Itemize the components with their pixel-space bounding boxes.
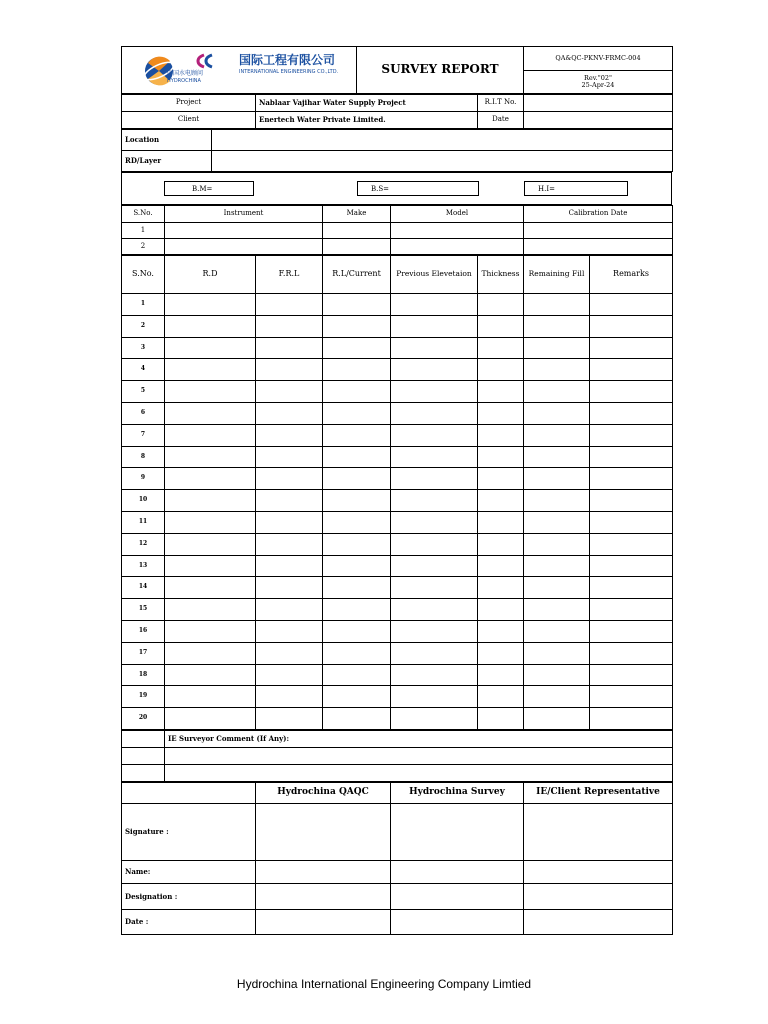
row-number: 14 xyxy=(122,577,165,599)
table-cell[interactable] xyxy=(323,424,391,446)
table-cell[interactable] xyxy=(165,708,256,730)
revision-cell xyxy=(524,71,673,94)
table-cell[interactable] xyxy=(391,446,478,468)
table-row xyxy=(122,599,673,621)
table-cell[interactable] xyxy=(590,577,673,599)
table-cell[interactable] xyxy=(478,511,524,533)
table-cell[interactable] xyxy=(524,511,590,533)
brand-cn: 中国水电顾问 xyxy=(167,70,204,77)
row-number: 2 xyxy=(122,315,165,337)
rd-layer-label: RD/Layer xyxy=(122,151,212,172)
table-cell[interactable] xyxy=(590,359,673,381)
row-number: 11 xyxy=(122,511,165,533)
instrument-header-row xyxy=(122,206,673,223)
signature-label: Signature : xyxy=(122,803,256,860)
comment-spacer xyxy=(122,747,165,764)
table-cell[interactable] xyxy=(165,642,256,664)
table-cell[interactable] xyxy=(524,468,590,490)
table-cell[interactable] xyxy=(323,620,391,642)
table-cell[interactable] xyxy=(524,424,590,446)
col-remaining-fill: Remaining Fill xyxy=(524,256,590,294)
table-cell[interactable] xyxy=(590,315,673,337)
table-cell[interactable] xyxy=(256,446,323,468)
signoff-corner xyxy=(122,782,256,803)
table-cell[interactable] xyxy=(165,664,256,686)
table-cell[interactable] xyxy=(323,337,391,359)
table-cell[interactable] xyxy=(524,381,590,403)
project-label: Project xyxy=(122,95,256,112)
table-cell[interactable] xyxy=(323,446,391,468)
client-label: Client xyxy=(122,112,256,129)
table-cell[interactable] xyxy=(323,642,391,664)
table-cell[interactable] xyxy=(165,577,256,599)
table-cell[interactable] xyxy=(391,577,478,599)
brand-en: HYDROCHINA xyxy=(167,78,201,84)
table-cell[interactable] xyxy=(165,533,256,555)
table-cell[interactable] xyxy=(524,620,590,642)
table-cell[interactable] xyxy=(391,315,478,337)
table-cell[interactable] xyxy=(391,620,478,642)
table-cell[interactable] xyxy=(165,446,256,468)
location-label: Location xyxy=(122,130,212,151)
table-row xyxy=(122,490,673,512)
table-cell[interactable] xyxy=(478,446,524,468)
table-cell[interactable] xyxy=(165,315,256,337)
col-hydrochina-survey: Hydrochina Survey xyxy=(391,782,524,803)
signature-field[interactable] xyxy=(256,803,391,860)
table-cell[interactable] xyxy=(524,315,590,337)
table-row xyxy=(122,315,673,337)
table-cell[interactable] xyxy=(478,599,524,621)
row-number: 7 xyxy=(122,424,165,446)
table-row xyxy=(122,511,673,533)
survey-header-row xyxy=(122,256,673,294)
table-cell[interactable] xyxy=(478,490,524,512)
date-field[interactable] xyxy=(524,909,673,934)
table-cell[interactable] xyxy=(478,381,524,403)
table-row xyxy=(122,446,673,468)
table-row xyxy=(122,223,673,239)
table-cell[interactable] xyxy=(590,686,673,708)
rd-layer-value[interactable] xyxy=(212,151,673,172)
row-number: 1 xyxy=(122,294,165,316)
table-cell[interactable] xyxy=(256,664,323,686)
table-cell[interactable] xyxy=(478,468,524,490)
col-previous-elevation: Previous Elevetaion xyxy=(391,256,478,294)
table-cell[interactable] xyxy=(391,223,524,239)
table-cell[interactable] xyxy=(524,599,590,621)
row-number: 4 xyxy=(122,359,165,381)
table-cell[interactable] xyxy=(165,620,256,642)
table-row xyxy=(122,642,673,664)
table-cell[interactable] xyxy=(165,381,256,403)
project-value[interactable]: Nablaar Vajihar Water Supply Project xyxy=(256,95,478,112)
table-row xyxy=(122,577,673,599)
client-value[interactable]: Enertech Water Private Limited. xyxy=(256,112,478,129)
signature-field[interactable] xyxy=(391,803,524,860)
table-cell[interactable] xyxy=(478,533,524,555)
table-cell[interactable] xyxy=(256,381,323,403)
table-cell[interactable] xyxy=(524,686,590,708)
table-cell[interactable] xyxy=(391,511,478,533)
table-cell[interactable] xyxy=(524,664,590,686)
table-cell[interactable] xyxy=(590,620,673,642)
date-sign-label: Date : xyxy=(122,909,256,934)
name-field[interactable] xyxy=(256,860,391,883)
table-row xyxy=(122,468,673,490)
table-cell[interactable] xyxy=(391,424,478,446)
table-cell[interactable] xyxy=(391,294,478,316)
table-cell[interactable] xyxy=(323,381,391,403)
row-number: 17 xyxy=(122,642,165,664)
col-calibration-date: Calibration Date xyxy=(524,206,673,223)
table-cell[interactable] xyxy=(323,511,391,533)
table-cell[interactable] xyxy=(391,381,478,403)
table-cell[interactable] xyxy=(391,490,478,512)
table-cell[interactable] xyxy=(478,555,524,577)
table-cell[interactable] xyxy=(391,642,478,664)
table-cell[interactable] xyxy=(165,294,256,316)
hi-field[interactable]: H.I= xyxy=(524,181,628,196)
table-cell[interactable] xyxy=(590,337,673,359)
row-number: 15 xyxy=(122,599,165,621)
table-cell[interactable] xyxy=(323,490,391,512)
table-cell[interactable] xyxy=(323,402,391,424)
table-cell[interactable] xyxy=(524,239,673,255)
table-cell[interactable] xyxy=(590,402,673,424)
bs-field[interactable]: B.S= xyxy=(357,181,479,196)
row-number: 5 xyxy=(122,381,165,403)
table-row xyxy=(122,664,673,686)
table-cell[interactable] xyxy=(524,490,590,512)
table-cell[interactable] xyxy=(256,577,323,599)
table-cell[interactable] xyxy=(165,468,256,490)
location-value[interactable] xyxy=(212,130,673,151)
table-cell[interactable] xyxy=(165,424,256,446)
table-cell[interactable] xyxy=(478,402,524,424)
table-cell[interactable] xyxy=(323,315,391,337)
table-cell[interactable] xyxy=(391,686,478,708)
designation-field[interactable] xyxy=(524,883,673,909)
table-row xyxy=(122,555,673,577)
col-rl-current: R.L/Current xyxy=(323,256,391,294)
table-row xyxy=(122,359,673,381)
col-frl: F.R.L xyxy=(256,256,323,294)
table-row xyxy=(122,239,673,255)
table-cell[interactable] xyxy=(323,359,391,381)
col-hydrochina-qaqc: Hydrochina QAQC xyxy=(256,782,391,803)
table-cell[interactable] xyxy=(590,490,673,512)
table-cell[interactable] xyxy=(323,533,391,555)
date-field[interactable] xyxy=(391,909,524,934)
table-row xyxy=(122,533,673,555)
table-cell[interactable] xyxy=(478,708,524,730)
table-cell[interactable] xyxy=(256,511,323,533)
table-cell[interactable] xyxy=(165,555,256,577)
date-label: Date xyxy=(478,112,524,129)
col-sno: S.No. xyxy=(122,206,165,223)
row-number: 2 xyxy=(122,239,165,255)
table-cell[interactable] xyxy=(256,686,323,708)
table-cell[interactable] xyxy=(256,294,323,316)
table-cell[interactable] xyxy=(323,708,391,730)
survey-report-form xyxy=(121,46,672,935)
table-cell[interactable] xyxy=(524,337,590,359)
comment-spacer xyxy=(122,764,165,781)
logo-cell xyxy=(122,47,357,94)
rit-label: R.I.T No. xyxy=(478,95,524,112)
table-cell[interactable] xyxy=(524,446,590,468)
table-cell[interactable] xyxy=(256,424,323,446)
table-cell[interactable] xyxy=(323,555,391,577)
col-ie-client-representative: IE/Client Representative xyxy=(524,782,673,803)
table-cell[interactable] xyxy=(590,599,673,621)
table-cell[interactable] xyxy=(165,511,256,533)
table-cell[interactable] xyxy=(524,359,590,381)
comment-label: IE Surveyor Comment (If Any): xyxy=(165,730,673,747)
table-cell[interactable] xyxy=(256,533,323,555)
table-cell[interactable] xyxy=(323,664,391,686)
table-cell[interactable] xyxy=(256,468,323,490)
table-cell[interactable] xyxy=(256,620,323,642)
table-row xyxy=(122,402,673,424)
project-info-table xyxy=(121,94,673,129)
table-row xyxy=(122,686,673,708)
table-cell[interactable] xyxy=(256,642,323,664)
row-number: 19 xyxy=(122,686,165,708)
table-cell[interactable] xyxy=(478,664,524,686)
table-cell[interactable] xyxy=(590,642,673,664)
table-cell[interactable] xyxy=(165,223,323,239)
table-cell[interactable] xyxy=(323,686,391,708)
table-cell[interactable] xyxy=(256,599,323,621)
table-cell[interactable] xyxy=(478,294,524,316)
bm-field[interactable]: B.M= xyxy=(164,181,254,196)
table-cell[interactable] xyxy=(391,664,478,686)
col-rd: R.D xyxy=(165,256,256,294)
table-cell[interactable] xyxy=(391,533,478,555)
table-cell[interactable] xyxy=(256,490,323,512)
row-number: 3 xyxy=(122,337,165,359)
row-number: 1 xyxy=(122,223,165,239)
table-cell[interactable] xyxy=(524,642,590,664)
signature-field[interactable] xyxy=(524,803,673,860)
table-cell[interactable] xyxy=(256,708,323,730)
table-cell[interactable] xyxy=(256,402,323,424)
name-field[interactable] xyxy=(391,860,524,883)
table-cell[interactable] xyxy=(256,359,323,381)
company-cn: 国际工程有限公司 xyxy=(239,53,336,67)
row-number: 6 xyxy=(122,402,165,424)
table-cell[interactable] xyxy=(391,555,478,577)
page-footer: Hydrochina International Engineering Company Limtied xyxy=(236,977,532,991)
table-cell[interactable] xyxy=(524,577,590,599)
table-cell[interactable] xyxy=(590,294,673,316)
name-field[interactable] xyxy=(524,860,673,883)
table-cell[interactable] xyxy=(323,239,391,255)
table-cell[interactable] xyxy=(256,315,323,337)
table-cell[interactable] xyxy=(478,686,524,708)
table-cell[interactable] xyxy=(590,424,673,446)
row-number: 16 xyxy=(122,620,165,642)
table-cell[interactable] xyxy=(323,577,391,599)
table-cell[interactable] xyxy=(478,424,524,446)
table-cell[interactable] xyxy=(478,577,524,599)
table-cell[interactable] xyxy=(165,402,256,424)
table-row xyxy=(122,337,673,359)
table-cell[interactable] xyxy=(590,381,673,403)
col-sno: S.No. xyxy=(122,256,165,294)
levels-table xyxy=(121,172,672,205)
date-value[interactable] xyxy=(524,112,673,129)
table-cell[interactable] xyxy=(165,239,323,255)
col-model: Model xyxy=(391,206,524,223)
table-cell[interactable] xyxy=(391,599,478,621)
table-row xyxy=(122,708,673,730)
table-cell[interactable] xyxy=(391,337,478,359)
name-label: Name: xyxy=(122,860,256,883)
comment-line[interactable] xyxy=(165,764,673,781)
table-cell[interactable] xyxy=(590,533,673,555)
table-cell[interactable] xyxy=(165,599,256,621)
table-cell[interactable] xyxy=(524,294,590,316)
table-row xyxy=(122,620,673,642)
survey-body xyxy=(122,294,673,730)
table-cell[interactable] xyxy=(524,402,590,424)
company-en: INTERNATIONAL ENGINEERING CO.,LTD. xyxy=(239,69,339,75)
date-field[interactable] xyxy=(256,909,391,934)
table-cell[interactable] xyxy=(165,359,256,381)
survey-table xyxy=(121,255,673,730)
rit-value[interactable] xyxy=(524,95,673,112)
table-cell[interactable] xyxy=(391,402,478,424)
table-cell[interactable] xyxy=(165,337,256,359)
table-cell[interactable] xyxy=(478,337,524,359)
table-cell[interactable] xyxy=(256,337,323,359)
table-cell[interactable] xyxy=(524,555,590,577)
table-cell[interactable] xyxy=(590,664,673,686)
table-cell[interactable] xyxy=(323,223,391,239)
table-cell[interactable] xyxy=(478,642,524,664)
revision: Rev."02" xyxy=(584,73,612,82)
designation-field[interactable] xyxy=(256,883,391,909)
comment-line[interactable] xyxy=(165,747,673,764)
table-cell[interactable] xyxy=(323,468,391,490)
table-cell[interactable] xyxy=(590,468,673,490)
table-cell[interactable] xyxy=(478,359,524,381)
table-cell[interactable] xyxy=(391,708,478,730)
document-code: QA&QC-PKNV-FRMC-004 xyxy=(524,47,673,71)
row-number: 20 xyxy=(122,708,165,730)
table-cell[interactable] xyxy=(590,555,673,577)
table-cell[interactable] xyxy=(524,708,590,730)
table-cell[interactable] xyxy=(524,533,590,555)
col-instrument: Instrument xyxy=(165,206,323,223)
table-row xyxy=(122,381,673,403)
col-make: Make xyxy=(323,206,391,223)
table-cell[interactable] xyxy=(165,686,256,708)
row-number: 9 xyxy=(122,468,165,490)
table-cell[interactable] xyxy=(391,359,478,381)
table-cell[interactable] xyxy=(590,708,673,730)
table-row xyxy=(122,294,673,316)
row-number: 10 xyxy=(122,490,165,512)
revision-date: 25-Apr-24 xyxy=(581,81,615,89)
row-number: 12 xyxy=(122,533,165,555)
col-remarks: Remarks xyxy=(590,256,673,294)
levels-row xyxy=(122,173,672,205)
comment-table xyxy=(121,730,673,782)
location-table xyxy=(121,129,673,172)
table-cell[interactable] xyxy=(524,223,673,239)
row-number: 13 xyxy=(122,555,165,577)
table-cell[interactable] xyxy=(165,490,256,512)
comment-spacer xyxy=(122,730,165,747)
table-cell[interactable] xyxy=(323,599,391,621)
table-row xyxy=(122,424,673,446)
table-cell[interactable] xyxy=(391,239,524,255)
row-number: 8 xyxy=(122,446,165,468)
designation-label: Designation : xyxy=(122,883,256,909)
table-cell[interactable] xyxy=(323,294,391,316)
col-thickness: Thickness xyxy=(478,256,524,294)
table-cell[interactable] xyxy=(590,446,673,468)
table-cell[interactable] xyxy=(478,315,524,337)
instrument-table xyxy=(121,205,673,255)
table-cell[interactable] xyxy=(590,511,673,533)
table-cell[interactable] xyxy=(256,555,323,577)
table-cell[interactable] xyxy=(478,620,524,642)
row-number: 18 xyxy=(122,664,165,686)
signoff-table xyxy=(121,782,673,935)
header-table xyxy=(121,46,673,94)
designation-field[interactable] xyxy=(391,883,524,909)
form-title: SURVEY REPORT xyxy=(357,47,524,94)
table-cell[interactable] xyxy=(391,468,478,490)
